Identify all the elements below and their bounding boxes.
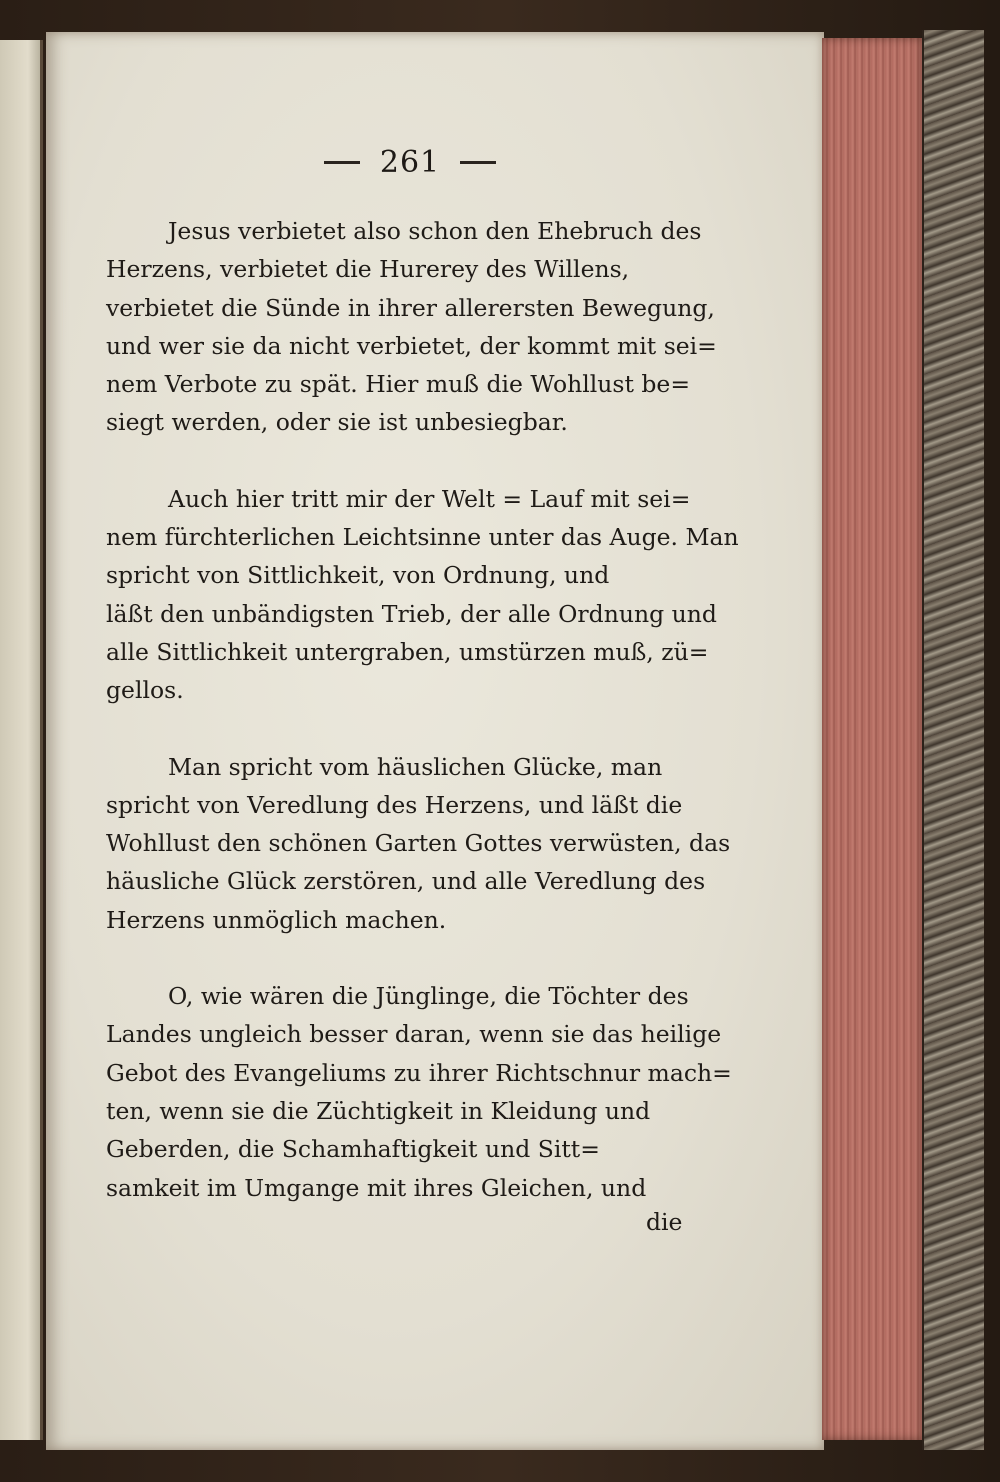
text-line: Gebot des Evangeliums zu ihrer Richtschnur mach=	[106, 1058, 732, 1087]
text-line: Geberden, die Schamhaftigkeit und Sitt=	[106, 1135, 600, 1164]
text-line: Herzens unmöglich machen.	[106, 905, 447, 934]
facing-page-edge	[0, 40, 43, 1440]
text-line: gellos.	[106, 676, 184, 705]
text-line: spricht von Veredlung des Herzens, und läßt die	[106, 790, 683, 819]
text-line: und wer sie da nicht verbietet, der kommt mit sei=	[106, 331, 717, 360]
text-line: siegt werden, oder sie ist unbesiegbar.	[106, 408, 568, 437]
header-dash-left	[324, 161, 360, 164]
marbled-cover-edge	[922, 30, 984, 1450]
text-line: Wohllust den schönen Garten Gottes verwüsten, das	[106, 829, 731, 858]
text-line: O, wie wären die Jünglinge, die Töchter des	[168, 982, 689, 1011]
text-line: nem Verbote zu spät. Hier muß die Wohllust be=	[106, 370, 691, 399]
text-line: ten, wenn sie die Züchtigkeit in Kleidung und	[106, 1096, 651, 1125]
text-line: spricht von Sittlichkeit, von Ordnung, und	[106, 561, 610, 590]
header-dash-right	[460, 161, 496, 164]
paragraph-1	[106, 212, 717, 442]
paragraph-2	[106, 480, 739, 710]
red-page-edges	[822, 38, 922, 1440]
paragraph-4	[106, 977, 732, 1207]
text-line: alle Sittlichkeit untergraben, umstürzen muß, zü=	[106, 637, 709, 666]
text-line: verbietet die Sünde in ihrer allerersten Bewegung,	[106, 293, 715, 322]
body-text	[106, 212, 739, 1245]
catchword: die	[646, 1208, 683, 1236]
text-line: samkeit im Umgange mit ihres Gleichen, und	[106, 1173, 647, 1202]
text-line: häusliche Glück zerstören, und alle Veredlung des	[106, 867, 706, 896]
text-line: Jesus verbietet also schon den Ehebruch des	[168, 217, 702, 245]
text-line: Landes ungleich besser daran, wenn sie das heilige	[106, 1020, 722, 1049]
text-line: Auch hier tritt mir der Welt = Lauf mit sei=	[168, 484, 691, 513]
text-line: Herzens, verbietet die Hurerey des Willens,	[106, 255, 630, 284]
page-header	[300, 142, 520, 182]
text-line: nem fürchterlichen Leichtsinne unter das Auge. Man	[106, 523, 739, 552]
text-line: läßt den unbändigsten Trieb, der alle Ordnung und	[106, 599, 717, 628]
text-line: Man spricht vom häuslichen Glücke, man	[168, 752, 663, 781]
paragraph-3	[106, 748, 731, 939]
page-number: 261	[379, 144, 441, 180]
